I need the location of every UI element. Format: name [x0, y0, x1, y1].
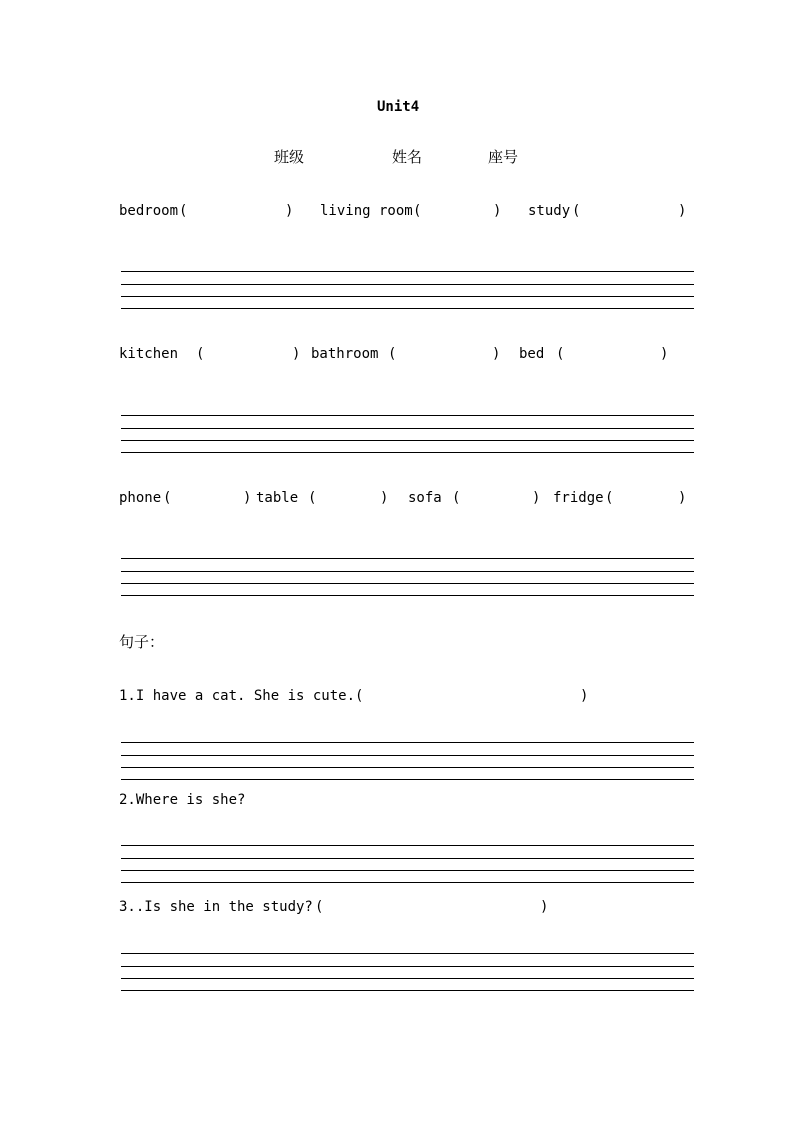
word-sofa: sofa — [408, 490, 442, 506]
paren-open: ( — [315, 899, 324, 915]
paren-close: ) — [580, 688, 589, 704]
paren-open: ( — [196, 346, 205, 362]
writing-lines-3 — [121, 558, 694, 596]
writing-lines-1 — [121, 271, 694, 309]
word-study: study — [528, 203, 571, 219]
word-living-room: living room — [320, 203, 413, 219]
paren-open: ( — [572, 203, 581, 219]
paren-open: ( — [605, 490, 614, 506]
paren-close: ) — [380, 490, 389, 506]
paren-open: ( — [179, 203, 188, 219]
paren-close: ) — [493, 203, 502, 219]
paren-close: ) — [285, 203, 294, 219]
word-bathroom: bathroom — [311, 346, 379, 362]
writing-lines-6 — [121, 953, 694, 991]
seat-label: 座号 — [488, 148, 519, 166]
word-table: table — [256, 490, 299, 506]
paren-open: ( — [452, 490, 461, 506]
writing-lines-5 — [121, 845, 694, 883]
paren-open: ( — [308, 490, 317, 506]
name-label: 姓名 — [392, 148, 423, 166]
paren-close: ) — [540, 899, 549, 915]
word-phone: phone — [119, 490, 162, 506]
word-fridge: fridge — [553, 490, 604, 506]
paren-close: ) — [492, 346, 501, 362]
paren-close: ) — [678, 203, 687, 219]
writing-lines-4 — [121, 742, 694, 780]
sentence-text: 3..Is she in the study? — [119, 899, 313, 915]
page-title: Unit4 — [377, 99, 420, 115]
paren-close: ) — [678, 490, 687, 506]
sentence-text: 1.I have a cat. She is cute. — [119, 688, 356, 704]
paren-open: ( — [355, 688, 364, 704]
paren-close: ) — [532, 490, 541, 506]
sentence-text: 2.Where is she? — [119, 792, 246, 808]
sentences-heading: 句子： — [119, 633, 165, 651]
paren-open: ( — [556, 346, 565, 362]
paren-open: ( — [163, 490, 172, 506]
word-bed: bed — [519, 346, 545, 362]
paren-open: ( — [388, 346, 397, 362]
word-bedroom: bedroom — [119, 203, 179, 219]
paren-close: ) — [243, 490, 252, 506]
paren-close: ) — [660, 346, 669, 362]
class-label: 班级 — [274, 148, 305, 166]
writing-lines-2 — [121, 415, 694, 453]
paren-open: ( — [413, 203, 422, 219]
paren-close: ) — [292, 346, 301, 362]
word-kitchen: kitchen — [119, 346, 179, 362]
